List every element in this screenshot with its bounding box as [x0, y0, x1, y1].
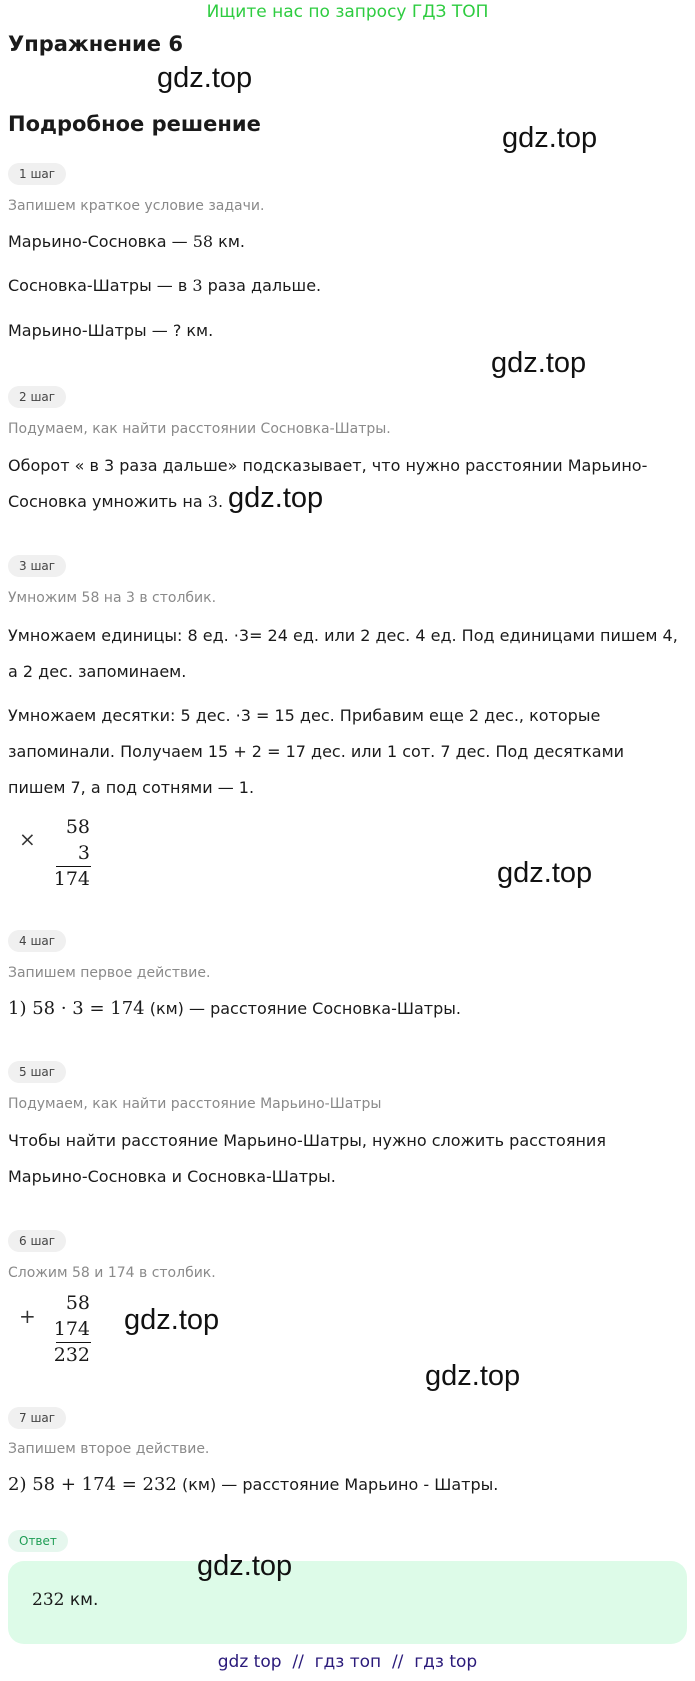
- search-banner[interactable]: Ищите нас по запросу ГДЗ ТОП: [206, 2, 489, 22]
- watermark: gdz.top: [425, 1360, 521, 1392]
- step-text: Умножаем десятки: 5 дес. ·3 = 15 дес. Прибавим еще 2 дес., которые: [8, 706, 601, 725]
- footer-links[interactable]: gdz top // гдз топ // гдз top: [217, 1652, 478, 1672]
- step-hint: Подумаем, как найти расстоянии Сосновка-Шатры.: [8, 421, 391, 437]
- step-text: Марьино-Сосновка — 58 км.: [8, 232, 245, 251]
- step-text: пишем 7, а под сотнями — 1.: [8, 778, 255, 797]
- column-operand: 3: [77, 842, 90, 864]
- step-hint: Запишем второе действие.: [8, 1441, 210, 1457]
- step-text: Сосновка-Шатры — в 3 раза дальше.: [8, 276, 322, 295]
- column-operand: 174: [53, 1318, 90, 1340]
- column-operand: 58: [65, 1292, 90, 1314]
- step-text: 2) 58 + 174 = 232 (км) — расстояние Марьино - Шатры.: [8, 1474, 499, 1495]
- step-text: Марьино-Шатры — ? км.: [8, 321, 214, 340]
- step-hint: Умножим 58 на 3 в столбик.: [8, 590, 217, 606]
- step-badge: 3 шаг: [8, 555, 66, 577]
- multiply-sign: ×: [19, 827, 36, 851]
- step-text: а 2 дес. запоминаем.: [8, 662, 187, 681]
- step-hint: Запишем краткое условие задачи.: [8, 198, 265, 214]
- answer-badge: Ответ: [8, 1530, 68, 1552]
- step-badge: 2 шаг: [8, 386, 66, 408]
- exercise-title: Упражнение 6: [8, 32, 183, 56]
- step-text: Чтобы найти расстояние Марьино-Шатры, нужно сложить расстояния: [8, 1131, 606, 1150]
- watermark: gdz.top: [497, 857, 593, 889]
- step-hint: Запишем первое действие.: [8, 965, 211, 981]
- answer-box: [8, 1561, 687, 1644]
- step-badge: 7 шаг: [8, 1407, 66, 1429]
- step-hint: Подумаем, как найти расстояние Марьино-Шатры: [8, 1096, 382, 1112]
- step-text: Умножаем единицы: 8 ед. ·3= 24 ед. или 2 дес. 4 ед. Под единицами пишем 4,: [8, 626, 678, 645]
- step-hint: Сложим 58 и 174 в столбик.: [8, 1265, 216, 1281]
- step-badge: 1 шаг: [8, 163, 66, 185]
- watermark: gdz.top: [491, 347, 587, 379]
- solution-title: Подробное решение: [8, 112, 261, 136]
- step-text: 1) 58 · 3 = 174 (км) — расстояние Сосновка-Шатры.: [8, 998, 461, 1019]
- plus-sign: +: [19, 1304, 36, 1328]
- step-badge: 6 шаг: [8, 1230, 66, 1252]
- watermark: gdz.top: [124, 1304, 220, 1336]
- column-operand: 58: [65, 816, 90, 838]
- step-text: Оборот « в 3 раза дальше» подсказывает, что нужно расстоянии Марьино-: [8, 456, 648, 475]
- watermark: gdz.top: [228, 482, 324, 514]
- column-result: 174: [53, 868, 90, 890]
- watermark: gdz.top: [157, 62, 253, 94]
- step-text: Сосновка умножить на 3.: [8, 492, 224, 511]
- answer-text: 232 км.: [32, 1590, 99, 1610]
- step-text: Марьино-Сосновка и Сосновка-Шатры.: [8, 1167, 336, 1186]
- step-text: запоминали. Получаем 15 + 2 = 17 дес. или 1 сот. 7 дес. Под десятками: [8, 742, 625, 761]
- watermark: gdz.top: [197, 1550, 293, 1582]
- step-badge: 4 шаг: [8, 930, 66, 952]
- step-badge: 5 шаг: [8, 1061, 66, 1083]
- column-result: 232: [53, 1344, 90, 1366]
- watermark: gdz.top: [502, 122, 598, 154]
